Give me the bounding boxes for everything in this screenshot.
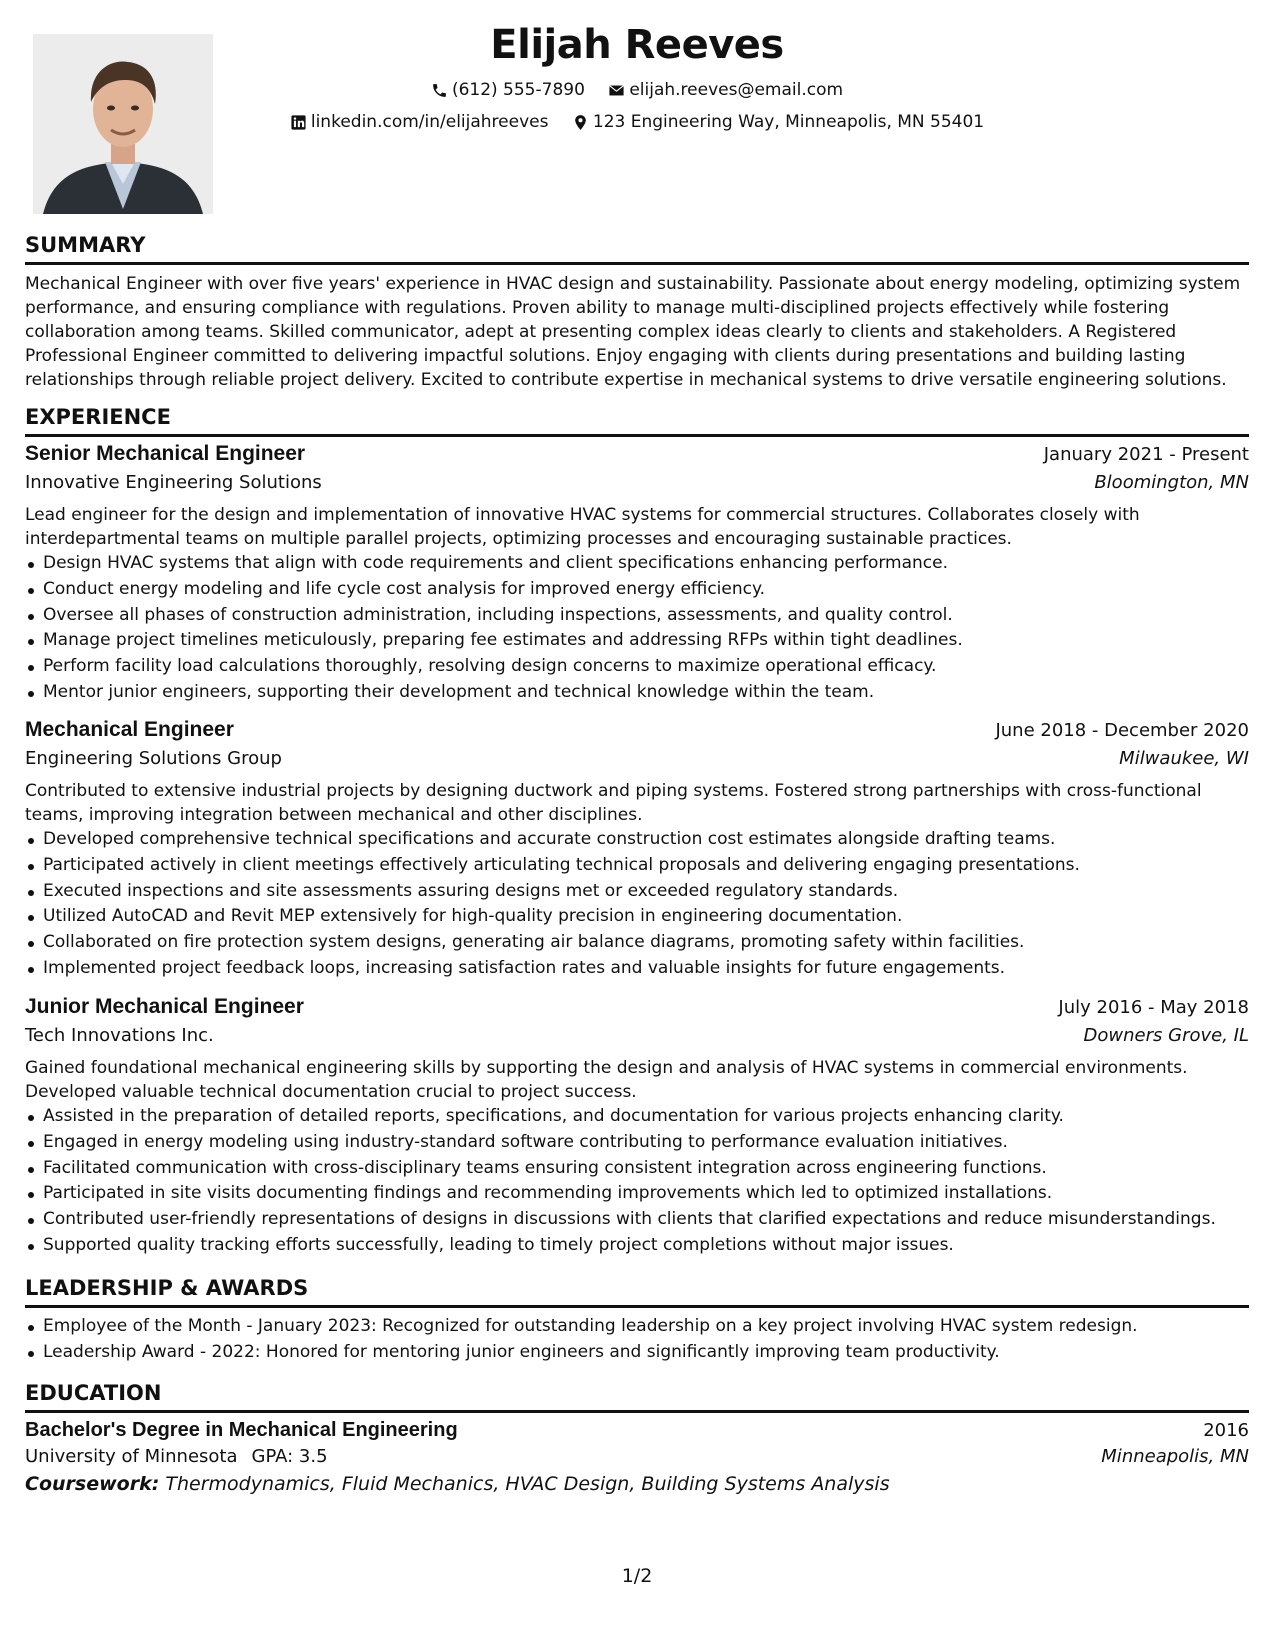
summary-heading: SUMMARY: [25, 232, 1249, 265]
list-item: Leadership Award - 2022: Honored for mentoring junior engineers and significantly improving team productivity.: [43, 1340, 1249, 1366]
job-entry: [25, 718, 1249, 982]
phone-icon: [431, 82, 448, 99]
graduation-year: 2016: [1203, 1420, 1249, 1441]
list-item: Engaged in energy modeling using industry-standard software contributing to performance evaluation initiatives.: [43, 1130, 1249, 1156]
linkedin-contact[interactable]: [290, 112, 549, 132]
list-item: Contributed user-friendly representations of designs in discussions with clients that clarified expectations and reduce misunderstandings.: [43, 1207, 1249, 1233]
contact-line-primary: [25, 80, 1249, 104]
job-entry: [25, 442, 1249, 706]
address-contact: [572, 112, 984, 132]
summary-text: Mechanical Engineer with over five years' experience in HVAC design and sustainability. Passionate about energy modeling, optimizing system performance, and ensuring compliance with regulations. Proven ability to manage multi-disciplined projects effectively while fostering collaboration among teams. Skilled communicator, adept at presenting complex ideas clearly to clients and stakeholders. A Registered Professional Engineer committed to delivering impactful solutions. Enjoy engaging with clients during presentations and building lasting relationships through reliable project delivery. Excited to contribute expertise in mechanical systems to drive versatile engineering solutions.: [25, 274, 1241, 390]
linkedin-icon: [290, 114, 307, 131]
job-bullets: [25, 1104, 1249, 1259]
page-number: 1/2: [621, 1565, 653, 1587]
list-item: Implemented project feedback loops, increasing satisfaction rates and valuable insights for future engagements.: [43, 956, 1249, 982]
leadership-heading: LEADERSHIP & AWARDS: [25, 1275, 1249, 1308]
list-item: Conduct energy modeling and life cycle cost analysis for improved energy efficiency.: [43, 577, 1249, 603]
job-description: Gained foundational mechanical engineering skills by supporting the design and analysis of HVAC systems in commercial environments. Developed valuable technical documentation crucial to project success.: [25, 1058, 1188, 1102]
job-location: Bloomington, MN: [1094, 472, 1249, 493]
job-entry: [25, 995, 1249, 1259]
coursework-line: [25, 1473, 1249, 1495]
email-contact[interactable]: [608, 80, 843, 100]
list-item: Perform facility load calculations thoroughly, resolving design concerns to maximize operational efficacy.: [43, 654, 1249, 680]
list-item: Facilitated communication with cross-disciplinary teams ensuring consistent integration across engineering functions.: [43, 1156, 1249, 1182]
education-heading: EDUCATION: [25, 1380, 1249, 1413]
job-dates: January 2021 - Present: [1043, 444, 1249, 465]
phone-contact[interactable]: [431, 80, 585, 100]
job-title: Mechanical Engineer: [25, 718, 234, 741]
school-location: Minneapolis, MN: [1101, 1446, 1249, 1467]
job-description: Lead engineer for the design and implementation of innovative HVAC systems for commercial structures. Collaborates closely with interdepartmental teams on multiple parallel projects, optimizing processes and encouraging sustainable practices.: [25, 505, 1140, 549]
company-name: Tech Innovations Inc.: [25, 1025, 214, 1046]
company-name: Engineering Solutions Group: [25, 748, 282, 769]
experience-heading: EXPERIENCE: [25, 404, 1249, 437]
list-item: Mentor junior engineers, supporting their development and technical knowledge within the team.: [43, 680, 1249, 706]
job-location: Milwaukee, WI: [1119, 748, 1249, 769]
job-bullets: [25, 827, 1249, 982]
list-item: Utilized AutoCAD and Revit MEP extensively for high-quality precision in engineering documentation.: [43, 904, 1249, 930]
list-item: Supported quality tracking efforts successfully, leading to timely project completions without major issues.: [43, 1233, 1249, 1259]
job-description: Contributed to extensive industrial projects by designing ductwork and piping systems. Fostered strong partnerships with cross-functional teams, improving integration between mechanical and other disciplines.: [25, 781, 1202, 825]
gpa-text: GPA: 3.5: [251, 1446, 328, 1467]
list-item: Participated in site visits documenting findings and recommending improvements which led to optimized installations.: [43, 1181, 1249, 1207]
job-title: Senior Mechanical Engineer: [25, 442, 306, 465]
map-marker-icon: [572, 114, 589, 131]
job-title: Junior Mechanical Engineer: [25, 995, 304, 1018]
awards-list: [25, 1314, 1249, 1366]
degree-title: Bachelor's Degree in Mechanical Engineering: [25, 1419, 458, 1441]
envelope-icon: [608, 82, 625, 99]
list-item: Design HVAC systems that align with code requirements and client specifications enhancing performance.: [43, 551, 1249, 577]
list-item: Manage project timelines meticulously, preparing fee estimates and addressing RFPs within tight deadlines.: [43, 628, 1249, 654]
company-name: Innovative Engineering Solutions: [25, 472, 322, 493]
job-bullets: [25, 551, 1249, 706]
list-item: Developed comprehensive technical specifications and accurate construction cost estimates alongside drafting teams.: [43, 827, 1249, 853]
list-item: Assisted in the preparation of detailed reports, specifications, and documentation for various projects enhancing clarity.: [43, 1104, 1249, 1130]
list-item: Collaborated on fire protection system designs, generating air balance diagrams, promoting safety within facilities.: [43, 930, 1249, 956]
linkedin-text: linkedin.com/in/elijahreeves: [310, 112, 549, 132]
education-entry: [25, 1419, 1249, 1495]
list-item: Employee of the Month - January 2023: Recognized for outstanding leadership on a key project involving HVAC system redesign.: [43, 1314, 1249, 1340]
contact-line-secondary: [25, 112, 1249, 136]
list-item: Executed inspections and site assessments assuring designs met or exceeded regulatory standards.: [43, 879, 1249, 905]
phone-text: (612) 555-7890: [451, 80, 585, 100]
email-text: elijah.reeves@email.com: [629, 80, 844, 100]
coursework-label: Coursework:: [25, 1473, 160, 1495]
resume-page: [25, 0, 1249, 1650]
job-location: Downers Grove, IL: [1083, 1025, 1249, 1046]
candidate-name: Elijah Reeves: [490, 22, 784, 68]
school-name: University of Minnesota: [25, 1446, 238, 1467]
job-dates: June 2018 - December 2020: [995, 720, 1249, 741]
address-text: 123 Engineering Way, Minneapolis, MN 55401: [592, 112, 985, 132]
coursework-list: Thermodynamics, Fluid Mechanics, HVAC Design, Building Systems Analysis: [165, 1473, 890, 1495]
list-item: Oversee all phases of construction administration, including inspections, assessments, and quality control.: [43, 603, 1249, 629]
summary-section: [25, 272, 1249, 392]
list-item: Participated actively in client meetings effectively articulating technical proposals and delivering engaging presentations.: [43, 853, 1249, 879]
job-dates: July 2016 - May 2018: [1058, 997, 1249, 1018]
leadership-section: [25, 1314, 1249, 1366]
